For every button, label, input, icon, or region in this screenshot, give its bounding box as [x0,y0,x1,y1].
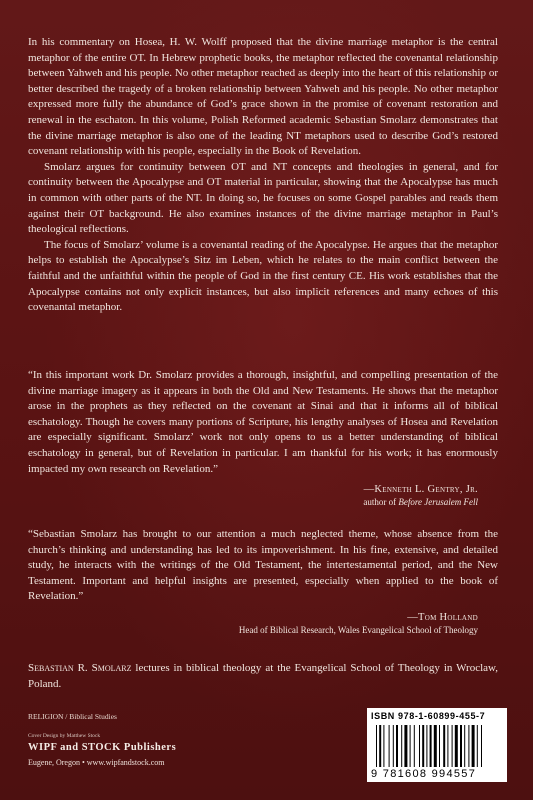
endorsement-gentry [28,368,498,509]
blurb-paragraph-2: Smolarz argues for continuity between OT and NT concepts and theologies in general, and for continuity between the Apocalypse and OT material in particular, showing that the Apocalypse has much in common with other parts of the NT. In doing so, he focuses on some Gospel parables and reads them against their OT background. He also examines instances of the divine marriage metaphor in Paul’s theological reflections. [28,160,498,236]
endorser-book-title: Before Jerusalem Fell [398,497,478,508]
endorsement-attribution [28,483,498,509]
barcode-bars [376,725,500,767]
isbn-barcode [367,708,507,782]
endorsement-attribution [28,611,498,637]
endorser-role [28,496,478,509]
endorsement-quote: “In this important work Dr. Smolarz provides a thorough, insightful, and compelling presentation of the divine marriage imagery as it appears in both the Old and New Testaments. He shows that the metaphor arose in the prophets as they reflected on the covenant at Sinai and that it informs all of biblical eschatology. Though he covers many portions of Scripture, his lengthy analyses of Hosea and Revelation are especially significant. Smolarz’ work not only opens to us a better understanding of biblical eschatology in general, but of Revelation in particular. I am thankful for his work; it has enormously impacted my own research on Revelation.” [28,369,498,475]
blurb-paragraph-3: The focus of Smolarz’ volume is a covenantal reading of the Apocalypse. He argues that the metaphor helps to establish the Apocalypse’s Sitz im Leben, which he relates to the main conflict between the faithful and the unfaithful within the people of God in the first century CE. His work establishes that the Apocalypse contains not only explicit instances, but also implicit references and many echoes of this covenantal metaphor. [28,238,498,314]
author-bio-text: lectures in biblical theology at the Evangelical School of Theology in Wroclaw, Poland. [28,662,499,690]
description-blurb [28,35,498,316]
endorsement-quote: “Sebastian Smolarz has brought to our attention a much neglected theme, whose absence from the church’s thinking and understanding has led to its impoverishment. In his fine, extensive, and detailed study, he interacts with the writings of the Old Testament, the intertestamental period, and the New Testament. Important and helpful insights are presented, especially when applied to the book of Revelation.” [28,528,498,603]
blurb-paragraph-1: In his commentary on Hosea, H. W. Wolff proposed that the divine marriage metaphor is the central metaphor of the entire OT. In Hebrew prophetic books, the metaphor reflected the covenantal relationship between Yahweh and his people. No other metaphor reached as deeply into the heart of this relationship or better described the tragedy of a broken relationship between Yahweh and his people. No other metaphor expressed more fully the abundance of God’s grace shown in the promise of covenant restoration and renewal in the eschaton. In this volume, Polish Reformed academic Sebastian Smolarz demonstrates that the divine marriage metaphor is also one of the leading NT metaphors used to describe God’s restored covenant relationship with his people, especially in the Book of Revelation. [28,36,498,158]
author-name: Sebastian R. Smolarz [28,662,132,674]
cover-design-credit: Cover Design by Matthew Stock [28,733,101,739]
publisher-location: Eugene, Oregon • www.wipfandstock.com [28,758,165,767]
endorser-role: Head of Biblical Research, Wales Evangelical School of Theology [238,624,478,635]
endorser-role-prefix: author of [363,497,399,508]
endorsement-holland [28,527,498,637]
endorser-name: —Kenneth L. Gentry, Jr. [363,484,478,496]
endorser-name: —Tom Holland [407,611,478,623]
author-bio [28,661,498,692]
barcode-number: 9 781608 994557 [371,768,477,780]
category-label: RELIGION / Biblical Studies [28,712,117,721]
publisher-logo: WIPF and STOCK Publishers [28,742,177,753]
isbn-text: ISBN 978-1-60899-455-7 [371,711,486,721]
